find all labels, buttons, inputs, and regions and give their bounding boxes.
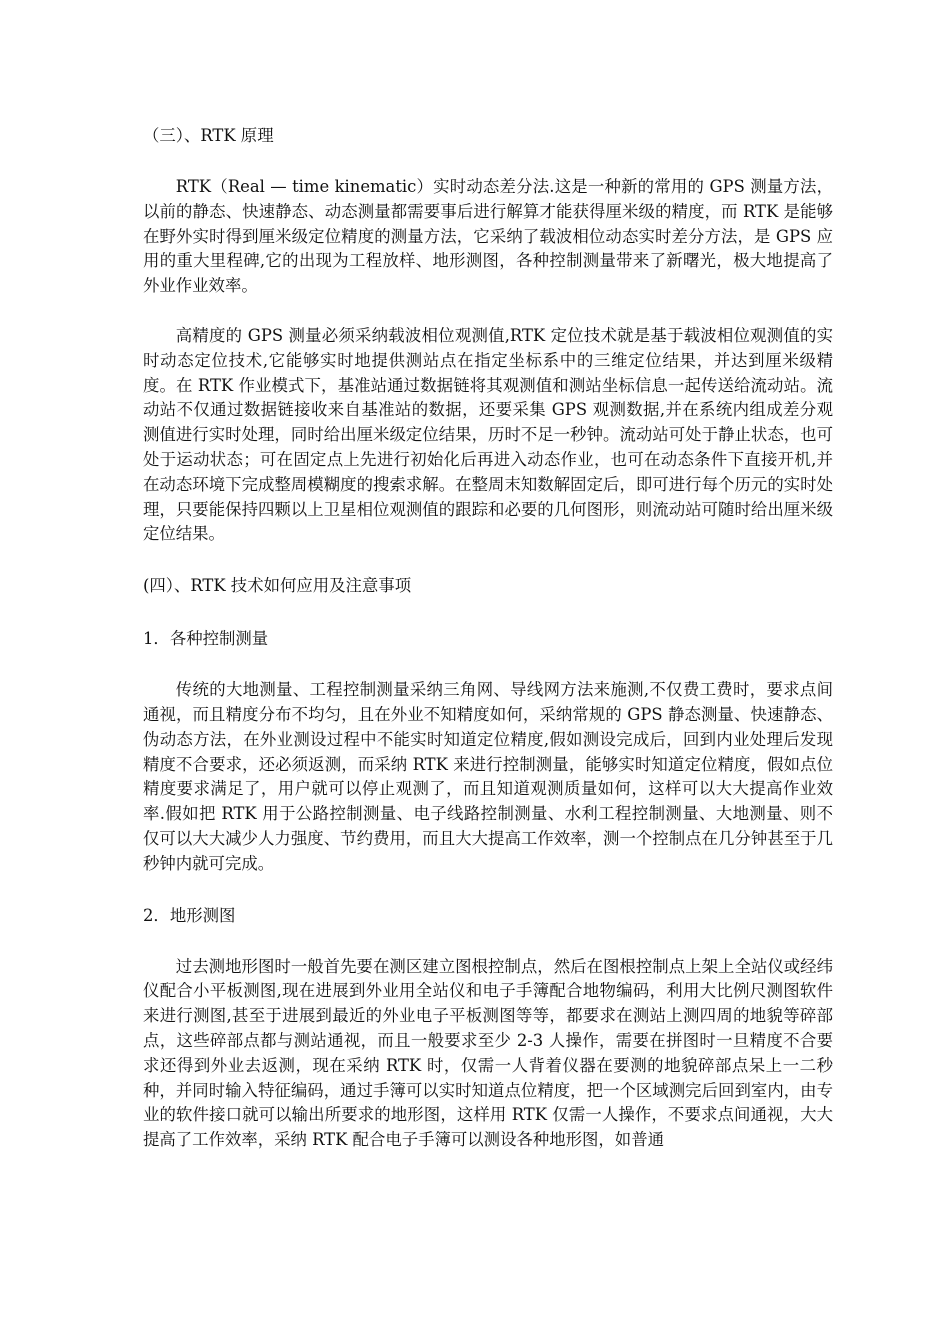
section-heading-rtk-application: (四）、RTK 技术如何应用及注意事项 bbox=[143, 576, 412, 596]
document-page bbox=[143, 122, 833, 1178]
paragraph-rtk-carrier-phase: 高精度的 GPS 测量必须采纳载波相位观测值,RTK 定位技术就是基于载波相位观测值的实时动态定位技术,它能够实时地提供测站点在指定坐标系中的三维定位结果，并达到厘米级精度。在 RTK 作业模式下，基准站通过数据链将其观测值和测站坐标信息一起传送给流动站。流动站不仅通过数据链接收来自基准站的数据，还要采集 GPS 观测数据,并在系统内组成差分观测值进行实时处理，同时给出厘米级定位结果，历时不足一秒钟。流动站可处于静止状态，也可处于运动状态；可在固定点上先进行初始化后再进入动态作业，也可在动态条件下直接开机,并在动态环境下完成整周模糊度的搜索求解。在整周末知数解固定后，即可进行每个历元的实时处理，只要能保持四颗以上卫星相位观测值的跟踪和必要的几何图形，则流动站可随时给出厘米级定位结果。 bbox=[143, 325, 833, 544]
paragraph-rtk-definition: RTK（Real — time kinematic）实时动态差分法.这是一种新的常用的 GPS 测量方法，以前的静态、快速静态、动态测量都需要事后进行解算才能获得厘米级的精度，而 RTK 是能够在野外实时得到厘米级定位精度的测量方法，它采纳了载波相位动态实时差分方法，是 GPS 应用的重大里程碑,它的出现为工程放样、地形测图，各种控制测量带来了新曙光，极大地提高了外业作业效率。 bbox=[143, 177, 833, 296]
paragraph-control-survey: 传统的大地测量、工程控制测量采纳三角网、导线网方法来施测,不仅费工费时，要求点间通视，而且精度分布不均匀，且在外业不知精度如何，采纳常规的 GPS 静态测量、快速静态、伪动态方法，在外业测设过程中不能实时知道定位精度,假如测设完成后，回到内业处理后发现精度不合要求，还必须返测，而采纳 RTK 来进行控制测量，能够实时知道定位精度，假如点位精度要求满足了，用户就可以停止观测了，而且知道观测质量如何，这样可以大大提高作业效率.假如把 RTK 用于公路控制测量、电子线路控制测量、水利工程控制测量、大地测量、则不仅可以大大减少人力强度、节约费用，而且大大提高工作效率，测一个控制点在几分钟甚至于几秒钟内就可完成。 bbox=[143, 680, 833, 873]
paragraph-topographic-mapping: 过去测地形图时一般首先要在测区建立图根控制点，然后在图根控制点上架上全站仪或经纬仪配合小平板测图,现在进展到外业用全站仪和电子手簿配合地物编码，利用大比例尺测图软件来进行测图,甚至于进展到最近的外业电子平板测图等等，都要求在测站上测四周的地貌等碎部点，这些碎部点都与测站通视，而且一般要求至少 2-3 人操作，需要在拼图时一旦精度不合要求还得到外业去返测，现在采纳 RTK 时，仅需一人背着仪器在要测的地貌碎部点呆上一二秒种，并同时输入特征编码，通过手簿可以实时知道点位精度，把一个区域测完后回到室内，由专业的软件接口就可以输出所要求的地形图，这样用 RTK 仅需一人操作，不要求点间通视，大大提高了工作效率，采纳 RTK 配合电子手簿可以测设各种地形图，如普通 bbox=[143, 956, 833, 1150]
section-heading-rtk-principle: （三）、RTK 原理 bbox=[143, 126, 274, 145]
subheading-control-survey: 1．各种控制测量 bbox=[143, 629, 269, 649]
subheading-topographic-mapping: 2．地形测图 bbox=[143, 905, 236, 925]
